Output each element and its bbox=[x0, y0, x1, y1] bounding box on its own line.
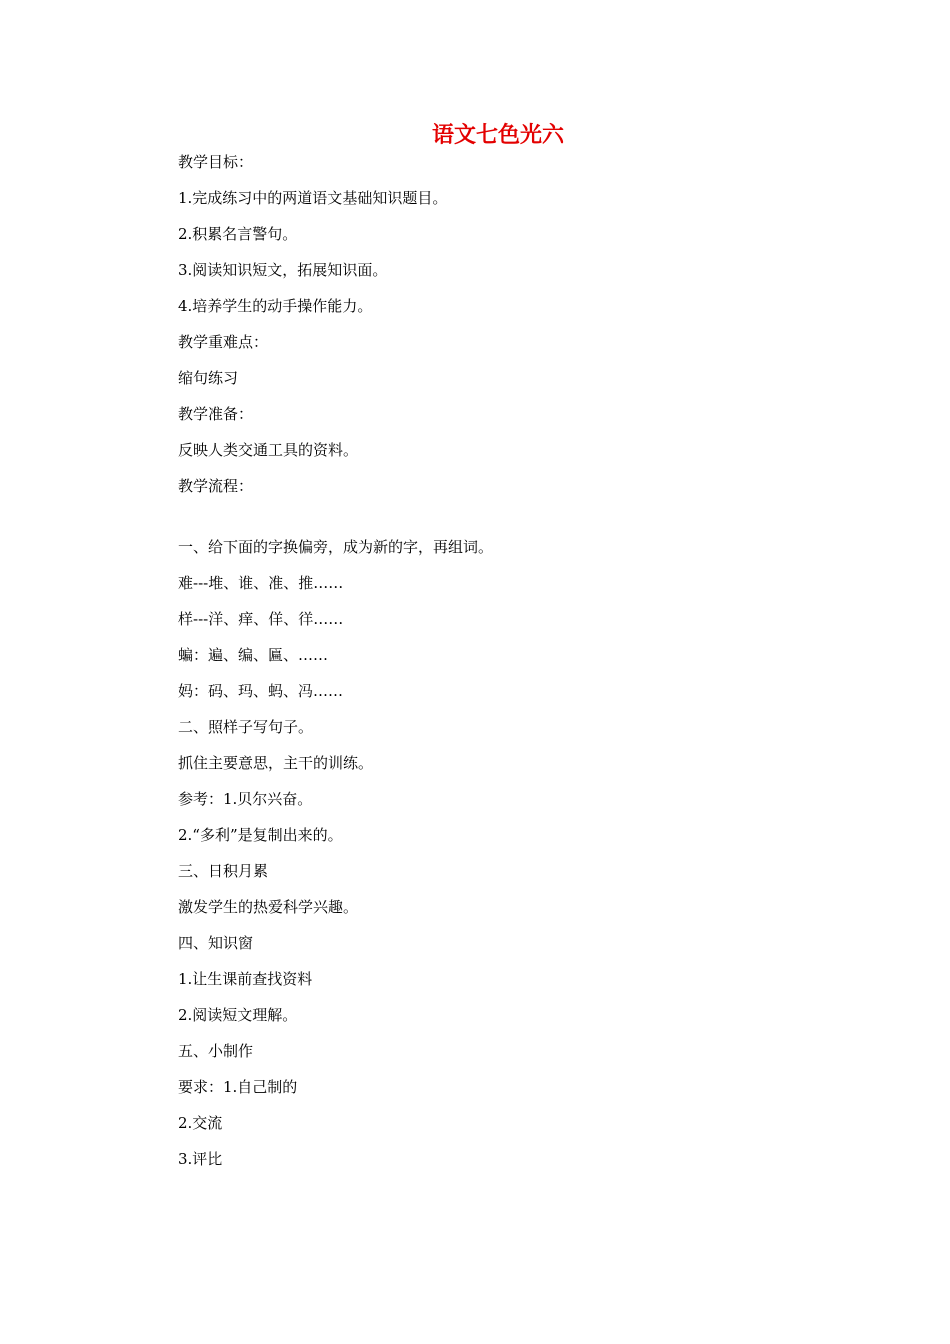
paragraph-line: 抓住主要意思，主干的训练。 bbox=[178, 754, 374, 772]
paragraph-line: 1.让生课前查找资料 bbox=[178, 970, 313, 988]
paragraph-line: 二、照样子写句子。 bbox=[178, 718, 314, 736]
paragraph-line: 四、知识窗 bbox=[178, 934, 254, 952]
page-title: 语文七色光六 bbox=[431, 123, 564, 148]
paragraph-line: 难---堆、谁、准、推…… bbox=[178, 574, 344, 592]
paragraph-line: 教学准备： bbox=[178, 405, 254, 423]
paragraph-line: 缩句练习 bbox=[178, 369, 239, 387]
paragraph-line: 教学重难点： bbox=[178, 333, 269, 351]
paragraph-line: 3.评比 bbox=[178, 1150, 223, 1168]
paragraph-line: 蝙：遍、编、匾、…… bbox=[178, 646, 329, 664]
paragraph-line: 2.“多利”是复制出来的。 bbox=[178, 826, 343, 844]
document-body bbox=[178, 151, 878, 1184]
paragraph-line: 要求：1.自己制的 bbox=[178, 1078, 298, 1096]
paragraph-line: 反映人类交通工具的资料。 bbox=[178, 441, 359, 459]
paragraph-line: 五、小制作 bbox=[178, 1042, 254, 1060]
paragraph-gap bbox=[178, 511, 878, 536]
paragraph-line: 2.阅读短文理解。 bbox=[178, 1006, 298, 1024]
paragraph-line: 3.阅读知识短文，拓展知识面。 bbox=[178, 261, 388, 279]
paragraph-line: 参考：1.贝尔兴奋。 bbox=[178, 790, 313, 808]
paragraph-line: 4.培养学生的动手操作能力。 bbox=[178, 297, 373, 315]
paragraph-line: 教学流程： bbox=[178, 477, 254, 495]
paragraph-line: 教学目标： bbox=[178, 153, 254, 171]
paragraph-line: 三、日积月累 bbox=[178, 862, 269, 880]
paragraph-line: 一、给下面的字换偏旁，成为新的字，再组词。 bbox=[178, 538, 494, 556]
paragraph-line: 妈：码、玛、蚂、冯…… bbox=[178, 682, 344, 700]
paragraph-line: 样---洋、痒、佯、徉…… bbox=[178, 610, 344, 628]
paragraph-line: 激发学生的热爱科学兴趣。 bbox=[178, 898, 359, 916]
paragraph-line: 2.积累名言警句。 bbox=[178, 225, 298, 243]
paragraph-line: 1.完成练习中的两道语文基础知识题目。 bbox=[178, 189, 448, 207]
paragraph-line: 2.交流 bbox=[178, 1114, 223, 1132]
